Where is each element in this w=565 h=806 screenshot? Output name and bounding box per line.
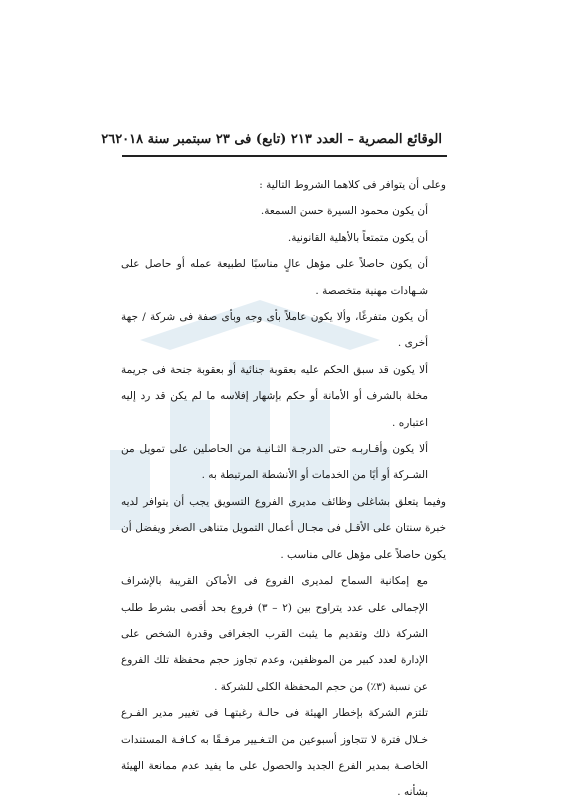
page-number: ٢٦ bbox=[101, 132, 116, 147]
page-title: الوقائع المصرية – العدد ٢١٣ (تابع) فى ٢٣ سبتمبر سنة ٢٠١٨ bbox=[115, 132, 442, 147]
document-body bbox=[121, 172, 446, 806]
paragraph-conditions-intro: وعلى أن يتوافر فى كلاهما الشروط التالية : bbox=[259, 179, 446, 191]
paragraph-condition-reputation: أن يكون محمود السيرة حسن السمعة. bbox=[260, 205, 428, 218]
paragraph-condition-qualification: أن يكون حاصلاً على مؤهل عالٍ مناسبًا لطبيعة عمله أو حاصل على شـهادات مهنية متخصصة . bbox=[121, 258, 428, 297]
paragraph-branch-managers-experience: وفيما يتعلق بشاغلى وظائف مديرى الفروع التسويق يجب أن يتوافر لديه خبرة سنتان على الأقـل فى مجـال أعمال التمويل متناهى الصغر ويفضل أن يكون حاصلاً على مؤهل عالى مناسب . bbox=[121, 495, 446, 561]
paragraph-condition-no-financing: ألا يكون وأقـاربـه حتى الدرجـة الثـانيـة من الحاصلين على تمويل من الشـركة أو أيًا من الخدمات أو الأنشطة المرتبطة به . bbox=[121, 443, 428, 482]
paragraph-branch-supervision: مع إمكانية السماح لمديرى الفروع فى الأماكن القريبة بالإشراف الإجمالى على عدد يتراوح بين (٢ – ٣) فروع بحد أقصى بشرط طلب الشركة ذلك وتقديم ما يثبت القرب الجغرافى وقدرة الشخص على الإدارة لعدد كبير من الموظفين، وعدم تجاوز حجم محفظة تلك الفروع عن نسبة (٣٪) من حجم المحفظة الكلى للشركة . bbox=[121, 575, 428, 693]
paragraph-condition-no-conviction: ألا يكون قد سبق الحكم عليه بعقوبة جنائية أو بعقوبة جنحة فى جريمة مخلة بالشرف أو الأمانة أو حكم بإشهار إفلاسه ما لم يكن قد رد إليه اعتباره . bbox=[121, 363, 428, 429]
header-divider bbox=[122, 155, 447, 157]
paragraph-condition-full-time: أن يكون متفرغًا، وألا يكون عاملاً بأى وجه وبأى صفة فى شركة / جهة أخرى . bbox=[121, 311, 428, 350]
page-header bbox=[101, 132, 442, 147]
paragraph-condition-legal-capacity: أن يكون متمتعاً بالأهلية القانونية. bbox=[287, 231, 428, 244]
paragraph-notify-authority: تلتزم الشركة بإخطار الهيئة فى حالـة رغبتهـا فى تغيير مدير الفـرع خـلال فترة لا تتجاوز أسبوعين من التـغـيير مرفـقًا به كـافـة المستندات الخاصـة بمدير الفرع الجديد والحصول على ما يفيد عدم ممانعة الهيئة بشأنه . bbox=[121, 707, 428, 799]
